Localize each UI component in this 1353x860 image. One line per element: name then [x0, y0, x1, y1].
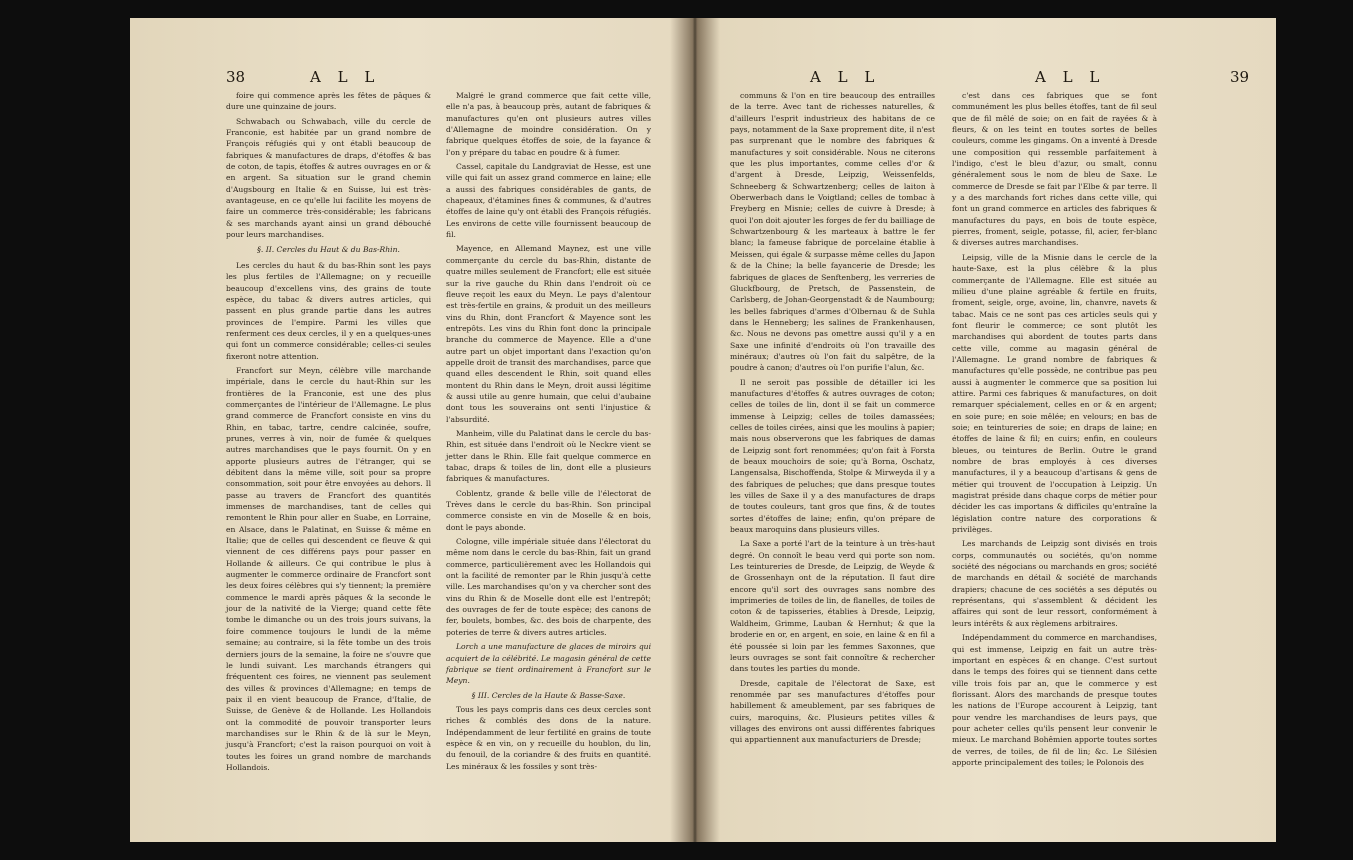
paragraph: Les cercles du haut & du bas-Rhin sont les pays les plus fertiles de l'Allemagne; on y recueille beaucoup d'excellens vins, des grains de toute espèce, du tabac & divers autres articles, qui passent en plus grande partie dans les autres provinces de l'empire. Parmi les villes que renferment ces deux cercles, il y en a quelques-unes qui font un commerce considérable; celles-ci seules fixeront notre attention. — [226, 260, 431, 361]
paragraph: Les marchands de Leipzig sont divisés en trois corps, communautés ou sociétés, qu'on nomme société des négocians ou marchands en gros; société de marchands en détail & société de marchands drapiers; chacune de ces sociétés a ses députés ou représentans, qui s'assemblent & décident les affaires qui sont de leur ressort, conformément à leurs intérêts & aux règlemens arbitraires. — [952, 539, 1157, 628]
book-gutter — [670, 18, 720, 842]
page-number-left: 38 — [226, 68, 246, 86]
right-page-column-2 — [952, 90, 1157, 771]
open-book — [130, 18, 1276, 842]
paragraph: Coblentz, grande & belle ville de l'électorat de Trèves dans le cercle du bas-Rhin. Son principal commerce consiste en vin de Moselle & en bois, dont le pays abonde. — [446, 488, 651, 532]
left-page-column-1 — [226, 90, 431, 776]
paragraph: Malgré le grand commerce que fait cette ville, elle n'a pas, à beaucoup près, autant de fabriques & manufactures qu'en ont plusieurs autres villes d'Allemagne de moindre considération. On y fabrique quelques étoffes de soie, de la fayance & l'on y prépare du tabac en poudre & à fumer. — [446, 91, 651, 157]
running-head-left: A L L — [310, 68, 381, 86]
paragraph: Leipsig, ville de la Misnie dans le cercle de la haute-Saxe, est la plus célèbre & la plus commerçante de l'Allemagne. Elle est située au milieu d'une plaine agréable & fertile en fruits, froment, seigle, orge, avoine, lin, chanvre, navets & tabac. Mais ce ne sont pas ces articles seuls qui y font fleurir le commerce; ce sont plutôt les marchandises qui abordent de toutes parts dans cette ville, comme au magasin général de l'Allemagne. Le grand nombre de fabriques & manufactures qu'elle possède, ne contribue pas peu aussi à augmenter le commerce que sa position lui attire. Parmi ces fabriques & manufactures, on doit remarquer spécialement, celles en or & en argent; en soie pure; en soie mêlée; en velours; en bas de soie; en teintureries de soie; en draps de laine; en étoffes de laine & fil; en cuirs; enfin, en couleurs bleues, ou teintures de Berlin. Outre le grand nombre de bras employés à ces diverses manufactures, il y a beaucoup d'artisans & gens de métier qui trouvent de l'occupation à Leipzig. Un magistrat préside dans chaque corps de métier pour décider les cas importans & difficiles qu'entraîne la législation contre nature des corporations & privilèges. — [952, 252, 1157, 535]
paragraph: Cassel, capitale du Landgraviat de Hesse, est une ville qui fait un assez grand commerce en laine; elle a aussi des fabriques considérables de gants, de chapeaux, d'étamines fines & communes, & d'autres étoffes de laine qu'y ont établi des François réfugiés. Les environs de cette ville fournissent beaucoup de fil. — [446, 162, 651, 240]
section-heading: § III. Cercles de la Haute & Basse-Saxe. — [471, 690, 626, 700]
right-page-column-1 — [730, 90, 935, 749]
right-page — [690, 18, 1276, 842]
paragraph: Cologne, ville impériale située dans l'électorat du même nom dans le cercle du bas-Rhin, fait un grand commerce, particulièrement avec les Hollandois qui ont la facilité de remonter par le Rhin jusqu'à cette ville. Les marchandises qu'on y va chercher sont des vins du Rhin & de Moselle dont elle est l'entrepôt; des ouvrages de fer de toute espèce; des canons de fer, boulets, bombes, &c. des bois de charpente, des poteries de terre & divers autres articles. — [446, 537, 651, 637]
paragraph: La Saxe a porté l'art de la teinture à un très-haut degré. On connoît le beau verd qui porte son nom. Les teintureries de Dresde, de Leipzig, de Weyde & de Grossenhayn ont de la réputation. Il faut dire encore qu'il sort des ouvrages sans nombre des imprimeries de toiles de lin, de flanelles, de toiles de coton & de tapisseries, établies à Dresde, Leipzig, Waldheim, Grimme, Lauban & Hernhut; & que la broderie en or, en argent, en soie, en laine & en fil a été poussée si loin par les femmes Saxonnes, que leurs ouvrages se sont fait connoître & rechercher dans toutes les parties du monde. — [730, 539, 935, 674]
paragraph: foire qui commence après les fêtes de pâques & dure une quinzaine de jours. — [226, 91, 431, 112]
paragraph: Manheim, ville du Palatinat dans le cercle du bas-Rhin, est située dans l'endroit où le Neckre vient se jetter dans le Rhin. Elle fait quelque commerce en tabac, draps & toiles de lin, dont elle a plusieurs fabriques & manufactures. — [446, 428, 651, 484]
section-heading: §. II. Cercles du Haut & du Bas-Rhin. — [257, 245, 400, 255]
paragraph: Mayence, en Allemand Maynez, est une ville commerçante du cercle du bas-Rhin, distante de quatre milles seulement de Francfort; elle est située sur la rive gauche du Rhin dans l'endroit où ce fleuve reçoit les eaux du Meyn. Le pays d'alentour est très-fertile en grains, & produit un des meilleurs vins du Rhin, dont Francfort & Mayence sont les entrepôts. Les vins du Rhin font donc la principale branche du commerce de Mayence. Elle a d'une autre part un objet important dans l'exaction qu'on appelle droit de transit des marchandises, parce que quand elles descendent le Rhin, soit quand elles montent du Rhin dans le Meyn, droit aussi légitime & aussi utile au genre humain, que celui d'aubaine dont tous les souverains ont senti l'injustice & l'absurdité. — [446, 244, 651, 424]
left-page — [130, 18, 690, 842]
running-head-right-2: A L L — [1035, 68, 1106, 86]
paragraph: Francfort sur Meyn, célèbre ville marchande impériale, dans le cercle du haut-Rhin sur les frontières de la Franconie, est une des plus commerçantes de l'intérieur de l'Allemagne. Le plus grand commerce de Francfort consiste en vins du Rhin, en tabac, tartre, cendre calcinée, soufre, prunes, verres à vin, noir de fumée & quelques autres marchandises que le pays fournit. On y en apporte plusieurs autres de l'étranger, qui se débitent dans la même ville, soit pour sa propre consommation, soit pour être envoyées au dehors. Il passe au travers de Francfort des quantités immenses de marchandises, tant de celles qui remontent le Rhin pour aller en Suabe, en Lorraine, en Alsace, dans le Palatinat, en Suisse & même en Italie; que de celles qui descendent ce fleuve & qui viennent de ces différens pays pour passer en Hollande & ailleurs. Ce qui contribue le plus à augmenter le commerce ordinaire de Francfort sont les deux foires célèbres qui s'y tiennent; la première commence le mardi après pâques & la seconde le jour de la nativité de la Vierge; quand cette fête tombe le dimanche ou un des trois jours suivans, la foire commence toujours le lundi de la même semaine; au contraire, si la fête tombe un des trois derniers jours de la semaine, la foire ne s'ouvre que le lundi suivant. Les marchands étrangers qui fréquentent ces foires, ne viennent pas seulement des villes & provinces d'Allemagne; en temps de paix il en vient beaucoup de France, d'Italie, de Suisse, de Genève & de Hollande. Les Hollandois ont la commodité de pouvoir transporter leurs marchandises sur le Rhin & de là sur le Meyn, jusqu'à Francfort; c'est la raison pourquoi on voit à toutes les foires un grand nombre de marchands Hollandois. — [226, 365, 431, 772]
paragraph: Il ne seroit pas possible de détailler ici les manufactures d'étoffes & autres ouvrages de coton; celles de toiles de lin, dont il se fait un commerce immense à Leipzig; celles de toiles damassées; celles de toiles cirées, ainsi que les moulins à papier; mais nous observerons que les fabriques de damas de Leipzig sont fort renommées; qu'on fait à Forsta de beaux mouchoirs de soie; qu'à Borna, Oschatz, Langensalsa, Bischoffenda, Stolpe & Mirweyda il y a des fabriques de peluches; que dans presque toutes les villes de Saxe il y a des manufactures de draps de toutes couleurs, tant gros que fins, & de toutes sortes d'étoffes de laine; enfin, qu'on prépare de beaux maroquins dans plusieurs villes. — [730, 377, 935, 535]
paragraph: Schwabach ou Schwabach, ville du cercle de Franconie, est habitée par un grand nombre de François réfugiés qui y ont établi beaucoup de fabriques & manufactures de draps, d'étoffes & bas de coton, de tapis, étoffes & autres ouvrages en or & en argent. Sa situation sur le grand chemin d'Augsbourg en Italie & en Suisse, lui est très-avantageuse, en ce qu'elle lui facilite les moyens de faire un commerce très-considérable; les fabricans & ses marchands ayant ainsi un grand débouché pour leurs marchandises. — [226, 116, 431, 240]
page-number-right: 39 — [1230, 68, 1250, 86]
paragraph: Dresde, capitale de l'électorat de Saxe, est renommée par ses manufactures d'étoffes pour habillement & ameublement, par ses fabriques de cuirs, maroquins, &c. Plusieurs petites villes & villages des environs ont aussi différentes fabriques qui appartiennent aux manufacturiers de Dresde; — [730, 678, 935, 745]
paragraph: Indépendamment du commerce en marchandises, qui est immense, Leipzig en fait un autre très-important en espèces & en change. C'est surtout dans le temps des foires qui se tiennent dans cette ville trois fois par an, que le commerce y est florissant. Alors des marchands de presque toutes les nations de l'Europe accourent à Leipzig, tant pour vendre les marchandises de leurs pays, que pour acheter celles qu'ils pensent leur convenir le mieux. Le marchand Bohêmien apporte toutes sortes de verres, de toiles, de fil de lin; &c. Le Silésien apporte principalement des toiles; le Polonois des — [952, 633, 1157, 767]
paragraph: Lorch a une manufacture de glaces de miroirs qui acquiert de la célébrité. Le magasin général de cette fabrique se tient ordinairement à Francfort sur le Meyn. — [446, 642, 651, 686]
paragraph: c'est dans ces fabriques que se font communément les plus belles étoffes, tant de fil seul que de fil mêlé de soie; on en fait de rayées & à fleurs, & on les teint en toutes sortes de belles couleurs, comme les gingams. On a inventé à Dresde une composition qui ressemble parfaitement à l'indigo, c'est le bleu d'azur, ou smalt, connu généralement sous le nom de bleu de Saxe. Le commerce de Dresde se fait par l'Elbe & par terre. Il y a des marchands fort riches dans cette ville, qui font un grand commerce en articles des fabriques & manufactures du pays, en bois de toute espèce, pierres, froment, seigle, potasse, fil, acier, fer-blanc & diverses autres marchandises. — [952, 91, 1157, 248]
running-head-right-1: A L L — [810, 68, 881, 86]
paragraph: communs & l'on en tire beaucoup des entrailles de la terre. Avec tant de richesses naturelles, & d'ailleurs l'esprit industrieux des habitans de ce pays, notamment de la Saxe proprement dite, il n'est pas surprenant que le nombre des fabriques & manufactures y soit considérable. Nous ne citerons que les plus importantes, comme celles d'or & d'argent à Dresde, Leipzig, Weissenfelds, Schneeberg & Schwartzenberg; celles de laiton à Oberwerbach dans le Voigtland; celles de tombac à Freyberg en Misnie; celles de cuivre à Dresde; à quoi l'on doit ajouter les forges de fer du bailliage de Schwartzenbourg & les marteaux à battre le fer blanc; la fameuse fabrique de porcelaine établie à Meissen, qui égale & surpasse même celles du Japon & de la Chine; la belle fayancerie de Dresde; les fabriques de glaces de Senftenberg, les verreries de Gluckfbourg, de Pretsch, de Passenstein, de Carlsberg, de Johan-Georgenstadt & de Naumbourg; les belles fabriques d'armes d'Olbernau & de Suhla dans le Henneberg; les salines de Frankenhausen, &c. Nous ne devons pas omettre aussi qu'il y a en Saxe une infinité d'endroits où l'on travaille des minéraux; d'autres où l'on fait du salpêtre, de la poudre à canon; d'autres où l'on purifie l'alun, &c. — [730, 91, 935, 373]
paragraph: Tous les pays compris dans ces deux cercles sont riches & comblés des dons de la nature. Indépendamment de leur fertilité en grains de toute espèce & en vin, on y recueille du houblon, du lin, du fenouil, de la coriandre & des fruits en quantité. Les minéraux & les fossiles y sont très- — [446, 704, 651, 771]
left-page-column-2 — [446, 90, 651, 775]
